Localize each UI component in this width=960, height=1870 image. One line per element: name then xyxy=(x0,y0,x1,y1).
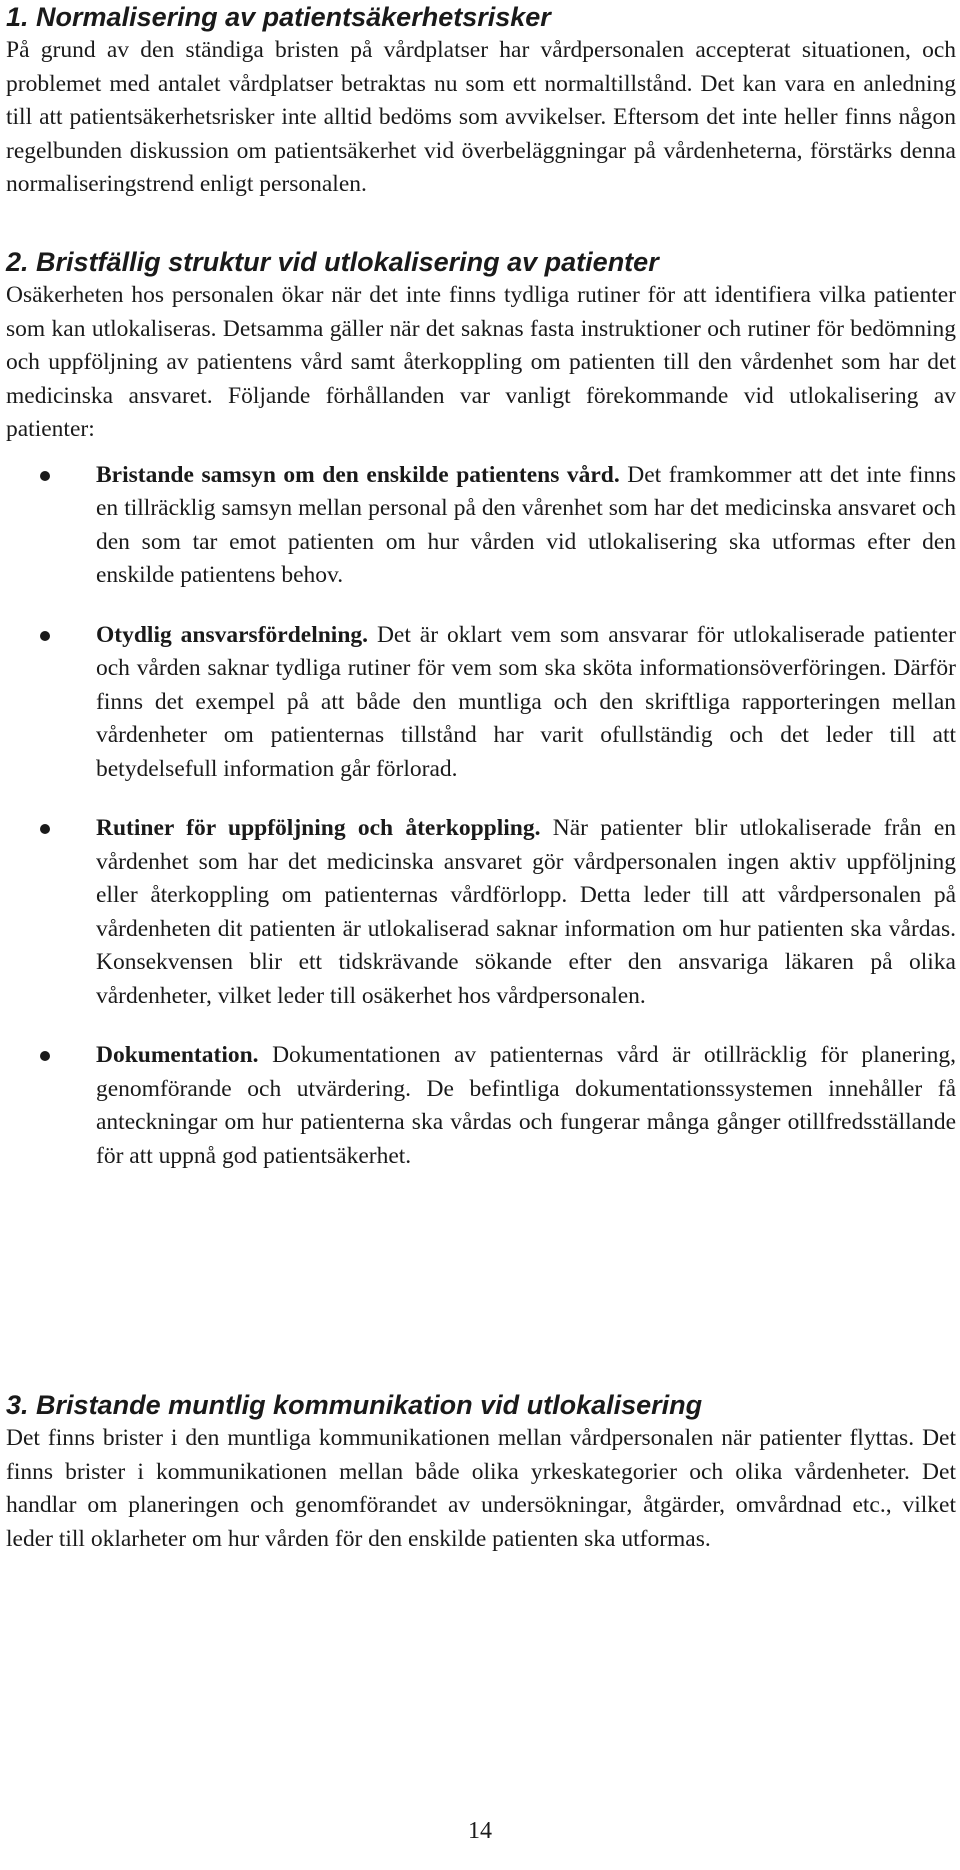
section-paragraph: Osäkerheten hos personalen ökar när det inte finns tydliga rutiner för att identifiera vilka patienter som kan utlokaliseras. Detsamma gäller när det saknas fasta instruktioner och rutiner för bedömning och uppföljning av patientens vård samt återkoppling om patienten till den vårdenhet som har det medicinska ansvaret. Följande förhållanden var vanligt förekommande vid utlokalisering av patienter: xyxy=(6,282,956,442)
list-item xyxy=(6,1039,956,1173)
bullet-lead: Bristande samsyn om den enskilde patientens vård. xyxy=(96,461,620,488)
section-number: 1. xyxy=(6,2,29,32)
list-item xyxy=(6,459,956,593)
section-number: 2. xyxy=(6,247,29,277)
bullet-text: Dokumentationen av patienternas vård är otillräcklig för planering, genomförande och utvärdering. De befintliga dokumentationssystemen innehåller få anteckningar om hur patienterna ska vårdas och fungerar många gånger otillfredsställande för att uppnå god patientsäkerhet. xyxy=(96,1042,956,1169)
list-item xyxy=(6,812,956,1013)
list-item xyxy=(6,619,956,787)
section-paragraph: På grund av den ständiga bristen på vårdplatser har vårdpersonalen accepterat situationen, och problemet med antalet vårdplatser betraktas nu som ett normaltillstånd. Det kan vara en anledning till att patientsäkerhetsrisker inte alltid bedöms som avvikelser. Eftersom det inte heller finns någon regelbunden diskussion om patientsäkerhet vid överbeläggningar på vårdenheterna, förstärks denna normaliseringstrend enligt personalen. xyxy=(6,37,956,197)
section-title: Normalisering av patientsäkerhetsrisker xyxy=(36,2,551,32)
bullet-text: Det är oklart vem som ansvarar för utlokaliserade patienter och vården saknar tydliga rutiner för vem som ska sköta informationsöverföringen. Därför finns det exempel på att både den muntliga och den skriftliga rapporteringen mellan vårdenheter om patienternas tillstånd har varit ofullständig och det leder till att betydelsefull information går förlorad. xyxy=(96,621,956,782)
page-number: 14 xyxy=(468,1818,492,1844)
section-1 xyxy=(6,0,956,202)
section-2 xyxy=(6,245,956,1199)
section-3 xyxy=(6,1388,956,1556)
section-paragraph: Det finns brister i den muntliga kommunikationen mellan vårdpersonalen när patienter flyttas. Det finns brister i kommunikationen mellan både olika yrkeskategorier och olika vårdenheter. Det handlar om planeringen och genomförandet av undersökningar, åtgärder, omvårdnad etc., vilket leder till oklarheter om hur vården för den enskilde patienten ska utformas. xyxy=(6,1425,956,1552)
bullet-icon xyxy=(40,824,50,834)
bullet-text: Det framkommer att det inte finns en tillräcklig samsyn mellan personal på den vårenhet som har det medicinska ansvaret och den som tar emot patienten om hur vården vid utlokalisering ska utformas efter den enskilde patientens behov. xyxy=(96,461,956,588)
bullet-icon xyxy=(40,1051,50,1061)
bullet-lead: Dokumentation. xyxy=(96,1042,259,1068)
section-heading xyxy=(6,245,956,279)
section-title: Bristande muntlig kommunikation vid utlokalisering xyxy=(36,1390,703,1420)
section-number: 3. xyxy=(6,1390,29,1420)
bullet-lead: Otydlig ansvarsfördelning. xyxy=(96,621,369,648)
section-heading xyxy=(6,0,956,34)
bullet-text: När patienter blir utlokaliserade från en vårdenhet som har det medicinska ansvaret gör vårdpersonalen ingen aktiv uppföljning eller återkoppling om patienternas vårdförlopp. Detta leder till att vårdpersonalen på vårdenheten dit patienten är utlokaliserad saknar information om hur patienten ska vårdas. Konsekvensen blir ett tidskrävande sökande efter den ansvariga läkaren på olika vårdenheter, vilket leder till osäkerhet hos vårdpersonalen. xyxy=(96,815,956,1009)
bullet-lead: Rutiner för uppföljning och återkoppling. xyxy=(96,815,541,841)
bullet-list xyxy=(6,459,956,1174)
bullet-icon xyxy=(40,631,50,641)
section-heading xyxy=(6,1388,956,1422)
bullet-icon xyxy=(40,471,50,481)
section-title: Bristfällig struktur vid utlokalisering av patienter xyxy=(36,247,659,277)
